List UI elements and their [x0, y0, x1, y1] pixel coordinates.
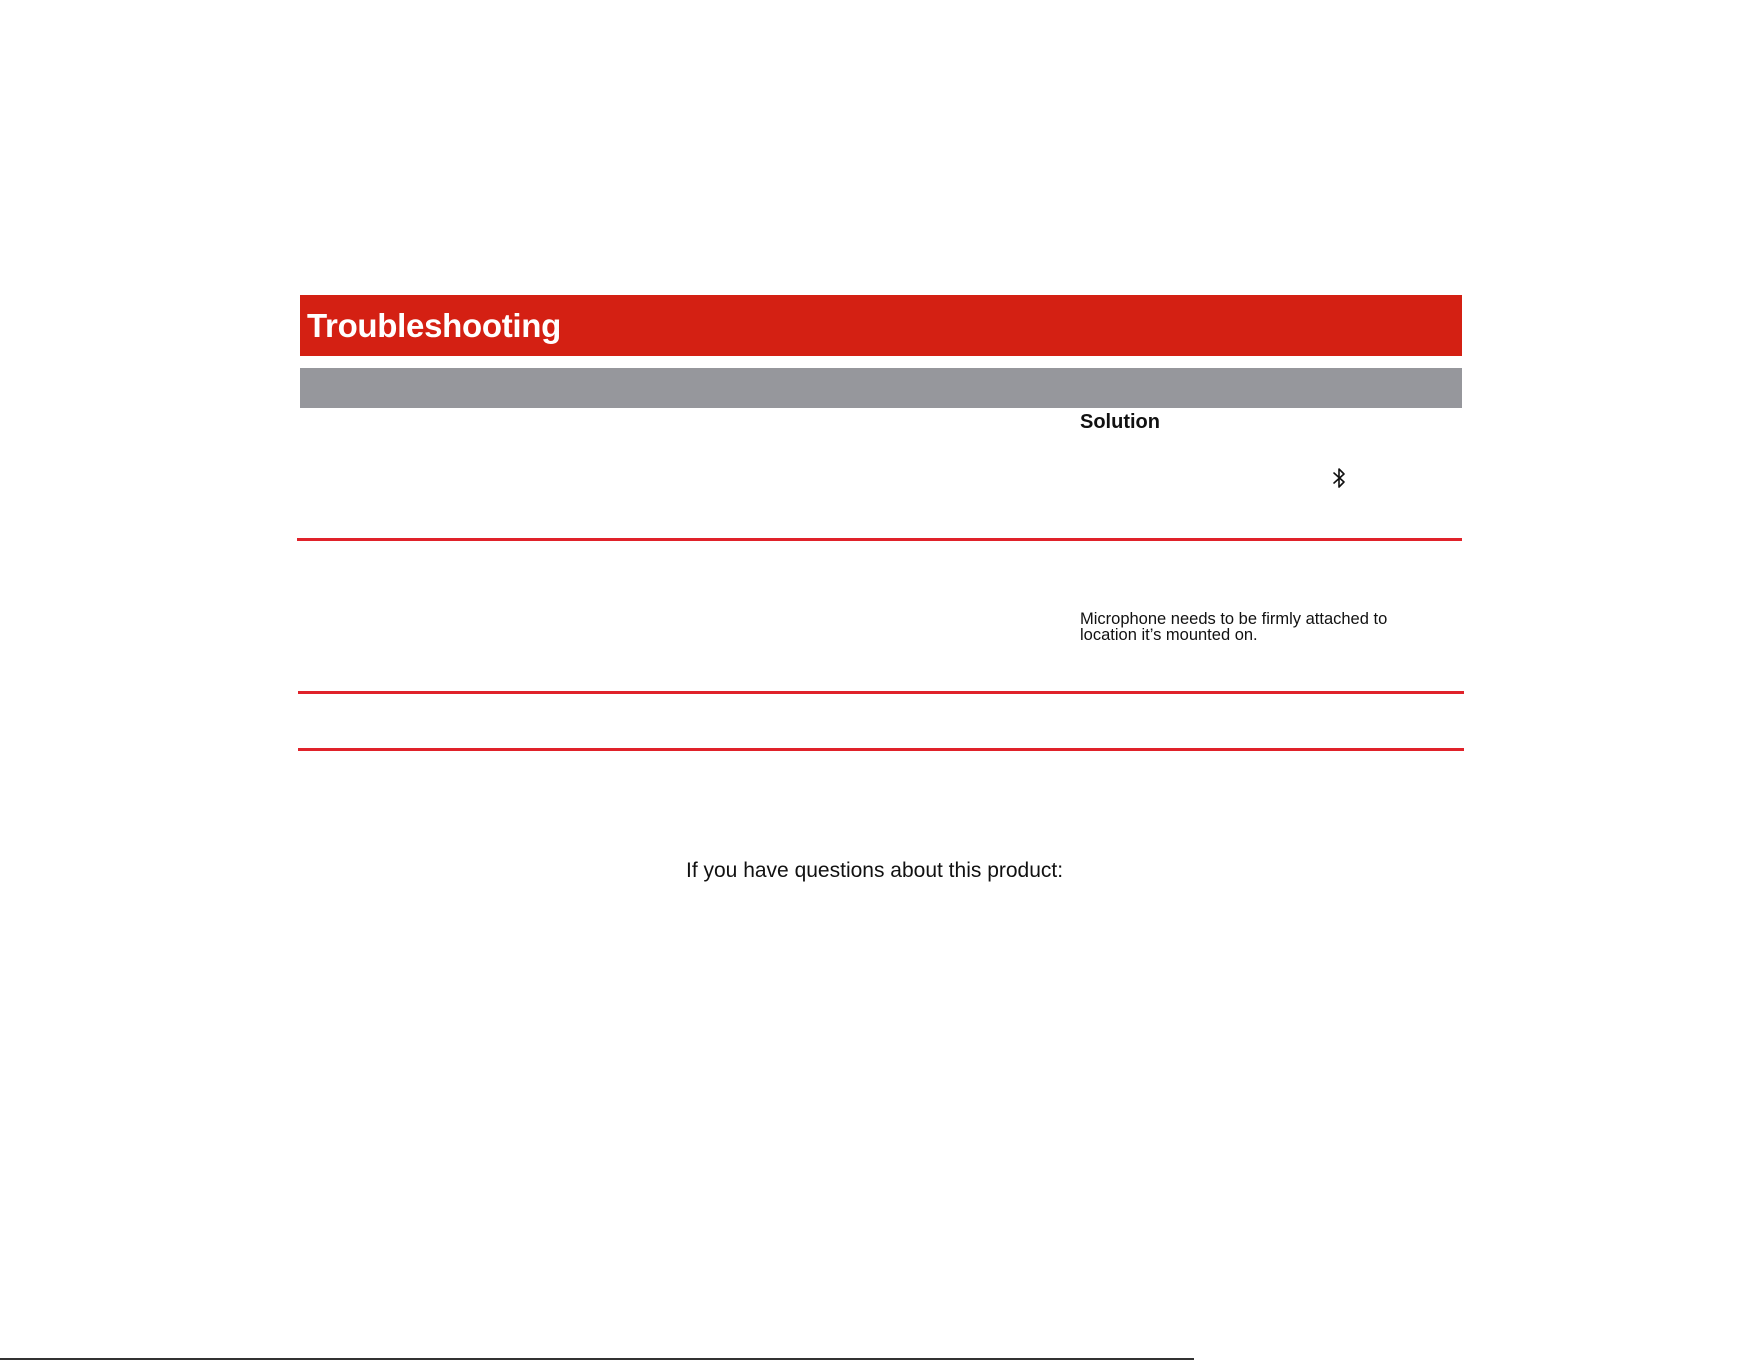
row-divider	[298, 691, 1464, 694]
solution-text: Microphone needs to be firmly attached to location it’s mounted on.	[1080, 610, 1388, 644]
row-divider	[298, 748, 1464, 751]
solution-heading: Solution	[1080, 411, 1160, 433]
title-bar	[300, 295, 1462, 356]
questions-text: If you have questions about this product:	[686, 859, 1064, 882]
table-header-row	[300, 368, 1462, 408]
bluetooth-icon	[1332, 467, 1346, 489]
bottom-rule	[0, 1358, 1194, 1360]
row-divider	[297, 538, 1462, 541]
page-title: Troubleshooting	[307, 306, 561, 344]
